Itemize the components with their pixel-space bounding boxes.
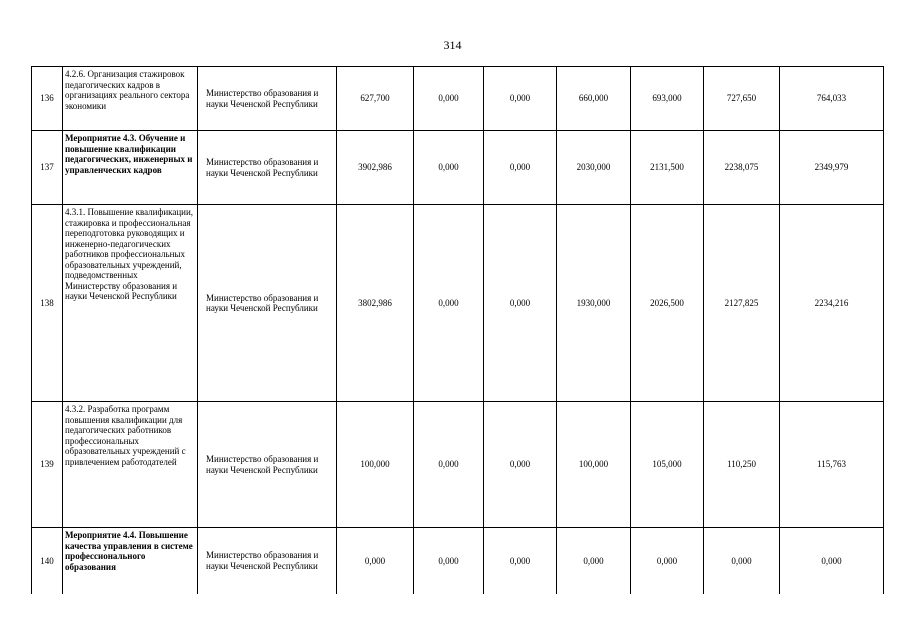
amount-cell: 0,000	[704, 528, 780, 594]
amount-cell: 2131,500	[631, 131, 704, 205]
table-body	[32, 67, 884, 594]
executor-cell: Министерство образования и науки Чеченской Республики	[198, 402, 337, 528]
amount-cell: 0,000	[414, 402, 484, 528]
amount-cell: 0,000	[414, 67, 484, 131]
amount-cell: 627,700	[337, 67, 414, 131]
amount-cell: 0,000	[631, 528, 704, 594]
amount-cell: 0,000	[557, 528, 631, 594]
amount-cell: 0,000	[414, 131, 484, 205]
amount-cell: 0,000	[780, 528, 884, 594]
amount-cell: 100,000	[337, 402, 414, 528]
amount-cell: 0,000	[484, 67, 557, 131]
row-number-cell: 139	[32, 402, 63, 528]
activity-name-cell: Мероприятие 4.4. Повышение качества управления в системе профессионального образования	[63, 528, 198, 594]
executor-cell: Министерство образования и науки Чеченской Республики	[198, 528, 337, 594]
amount-cell: 0,000	[414, 205, 484, 402]
amount-cell: 1930,000	[557, 205, 631, 402]
executor-cell: Министерство образования и науки Чеченской Республики	[198, 67, 337, 131]
executor-cell: Министерство образования и науки Чеченской Республики	[198, 205, 337, 402]
amount-cell: 2349,979	[780, 131, 884, 205]
amount-cell: 693,000	[631, 67, 704, 131]
amount-cell: 2127,825	[704, 205, 780, 402]
table-row	[32, 528, 884, 594]
activity-name-cell: 4.3.2. Разработка программ повышения квалификации для педагогических работников профессиональных образовательных учреждений с привлечением работодателей	[63, 402, 198, 528]
row-number-cell: 138	[32, 205, 63, 402]
amount-cell: 105,000	[631, 402, 704, 528]
row-number-cell: 137	[32, 131, 63, 205]
amount-cell: 110,250	[704, 402, 780, 528]
amount-cell: 2030,000	[557, 131, 631, 205]
row-number-cell: 136	[32, 67, 63, 131]
activity-name-cell: 4.3.1. Повышение квалификации, стажировка и профессиональная переподготовка руководящих и инженерно-педагогических работников профессиональных образовательных учреждений, подведомственных Министерству образования и науки Чеченской Республики	[63, 205, 198, 402]
amount-cell: 0,000	[337, 528, 414, 594]
table-row	[32, 402, 884, 528]
amount-cell: 0,000	[484, 528, 557, 594]
amount-cell: 0,000	[484, 131, 557, 205]
table-row	[32, 67, 884, 131]
amount-cell: 2238,075	[704, 131, 780, 205]
activity-name-cell: 4.2.6. Организация стажировок педагогических кадров в организациях реального сектора экономики	[63, 67, 198, 131]
table-row	[32, 131, 884, 205]
amount-cell: 115,763	[780, 402, 884, 528]
amount-cell: 0,000	[484, 402, 557, 528]
amount-cell: 2026,500	[631, 205, 704, 402]
amount-cell: 3802,986	[337, 205, 414, 402]
page-number: 314	[443, 38, 462, 52]
amount-cell: 100,000	[557, 402, 631, 528]
amount-cell: 764,033	[780, 67, 884, 131]
amount-cell: 3902,986	[337, 131, 414, 205]
budget-table	[31, 66, 884, 594]
amount-cell: 0,000	[414, 528, 484, 594]
amount-cell: 727,650	[704, 67, 780, 131]
executor-cell: Министерство образования и науки Чеченской Республики	[198, 131, 337, 205]
activity-name-cell: Мероприятие 4.3. Обучение и повышение квалификации педагогических, инженерных и управленческих кадров	[63, 131, 198, 205]
amount-cell: 0,000	[484, 205, 557, 402]
amount-cell: 660,000	[557, 67, 631, 131]
amount-cell: 2234,216	[780, 205, 884, 402]
row-number-cell: 140	[32, 528, 63, 594]
table-row	[32, 205, 884, 402]
